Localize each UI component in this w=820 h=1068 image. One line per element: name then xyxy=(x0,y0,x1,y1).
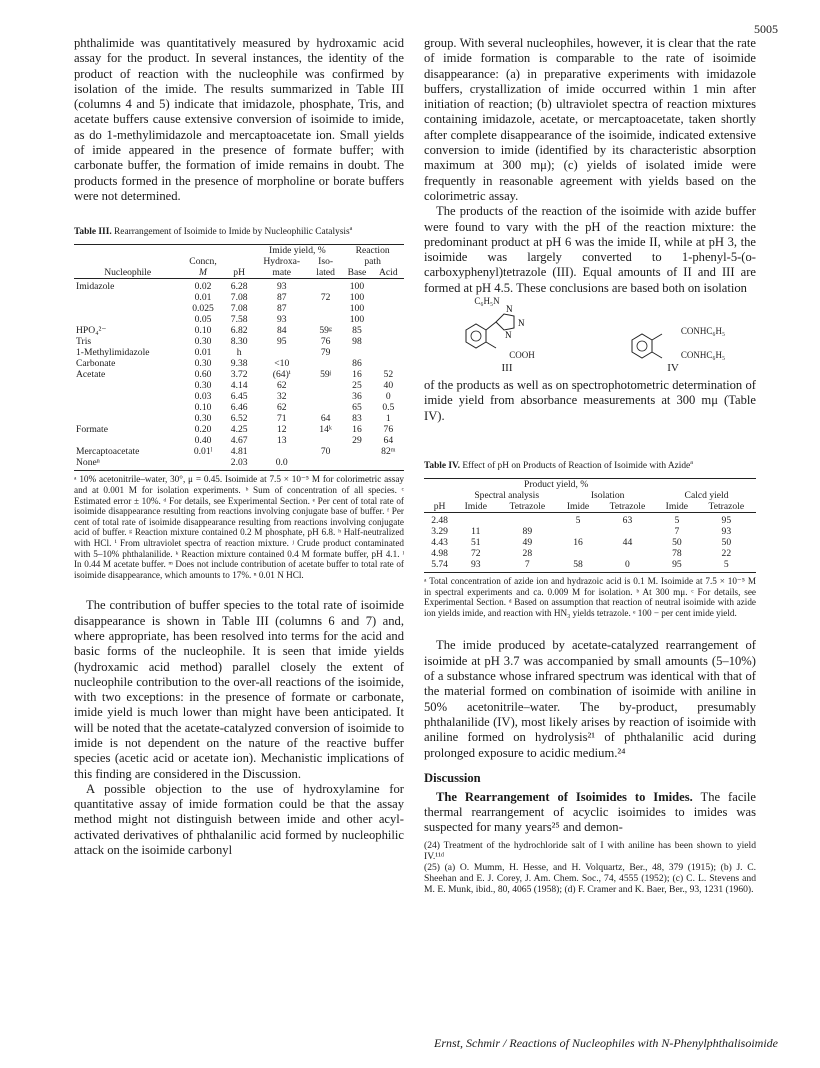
table3-cell: 4.67 xyxy=(230,435,248,447)
table4-cell: 2.48 xyxy=(431,515,448,527)
table3-cell: 98 xyxy=(352,336,362,348)
table3-cell: 12 xyxy=(276,424,287,436)
table4-cell xyxy=(598,526,657,537)
table4-cell: 7 xyxy=(496,559,558,573)
table3-cell: 0.025 xyxy=(192,303,214,315)
table3-cell xyxy=(74,413,181,424)
table3-cell: 64 xyxy=(383,435,394,447)
table4-h0-product-yield: Product yield, % xyxy=(455,479,657,491)
discussion-paragraph xyxy=(424,790,756,836)
table3-cell: 40 xyxy=(383,380,394,392)
discussion-lead: The Rearrangement of Isoimides to Imides. xyxy=(436,789,693,804)
table3-cell: 6.28 xyxy=(230,281,248,293)
table3-cell: 0.30 xyxy=(194,413,212,425)
table3-cell xyxy=(310,380,341,391)
table4-cell xyxy=(558,548,598,559)
left-paragraph-top: phthalimide was quantitatively measured by hydroxamic acid assay for the product. In several instances, the identity of the product of reaction with the nucleophile was confirmed by isolation of the imide. The results summarized in Table III (columns 4 and 5) indicate that imidazole, phosphate, Tris, and acetate buffers cause extensive conversion of isoimide to imide, as do 1-methylimidazole and mercaptoacetate ion. Small yields of imide appeared in the presence of formate buffer; with carbonate buffer, the formation of imide remains in doubt. The products formed in the presence of morpholine or borate buffers were not determined. xyxy=(74,36,404,203)
table3-row xyxy=(74,279,404,293)
right-paragraph-azide: The products of the reaction of the isoimide with azide buffer were found to vary with the pH of the reaction mixture: the predominant product at pH 6 was the imide II, while at pH 3, the isoimide was largely converted to 1-phenyl-5-(o-carboxyphenyl)tetrazole (III). Equal amounts of II and III are formed at pH 4.5. These conclusions are based both on isolation xyxy=(424,204,756,295)
table4-row xyxy=(424,526,756,537)
table3-h3-base: Base xyxy=(341,267,372,279)
table3-cell: 8.30 xyxy=(230,336,248,348)
table3-cell: 0.30 xyxy=(194,380,212,392)
table3-cell: 100 xyxy=(349,292,365,304)
table4-h2-ph: pH xyxy=(424,501,455,513)
table4-cell: 5 xyxy=(674,515,680,527)
svg-text:N: N xyxy=(506,304,513,315)
table3-row xyxy=(74,457,404,471)
structure-IV xyxy=(618,318,728,374)
table3-cell xyxy=(310,314,341,325)
left-column xyxy=(74,36,404,858)
table4-cell: 50 xyxy=(672,537,682,549)
table3-cell xyxy=(310,435,341,446)
reference-25: (25) (a) O. Mumm, H. Hesse, and H. Volquartz, Ber., 48, 379 (1915); (b) J. C. Sheehan and E. J. Corey, J. Am. Chem. Soc., 74, 4555 (1952); (c) C. L. Stevens and M. E. Munk, ibid., 80, 4065 (1958); (d) F. Cramer and K. Baer, Ber., 93, 1231 (1960). xyxy=(424,861,756,895)
table3-cell: 6.45 xyxy=(230,391,248,403)
table4-cell: 11 xyxy=(471,526,481,538)
table3-cell xyxy=(74,402,181,413)
table3-cell: 1-Methylimidazole xyxy=(76,347,150,359)
table4-cell: 63 xyxy=(622,515,633,527)
table4-h2-tetrazole-3: Tetrazole xyxy=(697,501,756,513)
table3-row xyxy=(74,347,404,358)
table3-cell: 71 xyxy=(276,413,287,425)
table3-h2-concn: Concn, xyxy=(189,256,217,268)
table4-h1-spectral: Spectral analysis xyxy=(474,490,540,502)
table3-cell: 52 xyxy=(383,369,394,381)
structure-III-cooh: COOH xyxy=(509,350,535,361)
table4-row xyxy=(424,537,756,548)
table4-cell: 22 xyxy=(721,548,732,560)
table4-cell: 78 xyxy=(672,548,682,560)
table4-h2-tetrazole-2: Tetrazole xyxy=(598,501,657,513)
right-paragraph-acetate: The imide produced by acetate-catalyzed rearrangement of isoimide at pH 3.7 was accompanied by small amounts (5–10%) of a substance whose infrared spectrum was identical with that of the material formed on combination of isoimide with aniline in 50% acetonitrile–water. The by-product, presumably phthalanilide (IV), most likely arises by reaction of isoimide with aniline formed on hydrolysis²¹ of phthalanilic acid during prolonged exposure to acidic medium.²⁴ xyxy=(424,638,756,760)
table3-cell xyxy=(341,347,372,358)
table3-h3-mate: mate xyxy=(254,267,310,279)
table3-cell xyxy=(254,347,310,358)
table3-h1-0 xyxy=(74,245,181,257)
table3-cell xyxy=(74,303,181,314)
table3-cell xyxy=(74,435,181,446)
table3-row xyxy=(74,446,404,457)
table3-cell: 25 xyxy=(352,380,362,392)
table3-cell: 6.82 xyxy=(230,325,248,337)
table3-cell: 84 xyxy=(276,325,287,337)
table3-cell: 87 xyxy=(276,292,287,304)
table3-cell: 64 xyxy=(320,413,331,425)
table3-h1-imide-yield: Imide yield, % xyxy=(254,245,342,257)
svg-text:N: N xyxy=(518,318,525,329)
table4-cell: 51 xyxy=(471,537,481,549)
table3-cell: 86 xyxy=(352,358,362,370)
table3-h3-m: M xyxy=(181,267,225,279)
left-paragraph-objection: A possible objection to the use of hydroxylamine for quantitative assay of imide formation could be that the assay method might not distinguish between imide and other acyl-activated derivatives of phthalanilic acid formed by nucleophilic attack on the isoimide carbonyl xyxy=(74,781,404,858)
table3-cell: 100 xyxy=(349,281,365,293)
table3-cell: 7.08 xyxy=(230,303,248,315)
discussion-heading: Discussion xyxy=(424,770,481,785)
table3-cell xyxy=(310,457,341,471)
table4-cell: 4.98 xyxy=(431,548,448,560)
table4-header-row-0 xyxy=(424,479,756,491)
table4-row xyxy=(424,559,756,573)
table4-row xyxy=(424,513,756,527)
table4-cell: 3.29 xyxy=(431,526,448,538)
table4-header-row-2 xyxy=(424,501,756,513)
table3-cell xyxy=(341,446,372,457)
table3-caption-mark: a xyxy=(349,226,353,233)
table3-h3-lated: lated xyxy=(310,267,341,279)
table3-cell: HPO₄²⁻ xyxy=(76,325,107,337)
table3-cell xyxy=(181,457,225,471)
table3-cell: 85 xyxy=(352,325,362,337)
table3-h1-1 xyxy=(181,245,225,257)
running-footer: Ernst, Schmir / Reactions of Nucleophiles with N-Phenylphthalisoimide xyxy=(434,1036,778,1050)
table3-caption-label: Table III. xyxy=(74,227,112,238)
table3-cell xyxy=(341,457,372,471)
table3-row xyxy=(74,435,404,446)
table3-row xyxy=(74,358,404,369)
table4-cell: 5.74 xyxy=(424,559,455,573)
structure-III xyxy=(452,296,562,375)
table4-cell xyxy=(558,526,598,537)
table3-cell: 79 xyxy=(320,347,331,359)
table3-row xyxy=(74,303,404,314)
table3-caption-text: Rearrangement of Isoimide to Imide by Nucleophilic Catalysis xyxy=(114,227,350,238)
table3-row xyxy=(74,369,404,380)
table3-cell xyxy=(254,446,310,457)
table3-cell: 29 xyxy=(352,435,362,447)
table3-h2-0 xyxy=(74,256,181,267)
table3-cell xyxy=(310,402,341,413)
table3-cell: 0.5 xyxy=(382,402,395,414)
table3-header-row-2 xyxy=(74,256,404,267)
table3-cell: 36 xyxy=(352,391,362,403)
table3-cell xyxy=(310,303,341,314)
table3-header-row-3 xyxy=(74,267,404,279)
table3-cell xyxy=(373,314,404,325)
table4-cell: 7 xyxy=(674,526,680,538)
table3-cell: 0.20 xyxy=(194,424,212,436)
table3-cell: 0.01ˡ xyxy=(193,446,213,458)
table3-cell xyxy=(373,336,404,347)
table3-row xyxy=(74,325,404,336)
table3-cell: 100 xyxy=(349,314,365,326)
table4-cell: 4.43 xyxy=(431,537,448,549)
table3-cell: Mercaptoacetate xyxy=(76,446,140,458)
table3-cell: 0.60 xyxy=(194,369,212,381)
table3-cell: 76 xyxy=(383,424,394,436)
table4-h1-isolation: Isolation xyxy=(590,490,625,502)
table3-cell: 83 xyxy=(352,413,362,425)
discussion-text: The facile thermal rearrangement of acyclic isoimides to imides was suspected for many years²⁵ and demon- xyxy=(424,789,756,835)
table4-h1-calcd: Calcd yield xyxy=(684,490,729,502)
right-paragraph-products: of the products as well as on spectrophotometric determination of imide yield from absorbance measurements at 300 mμ (Table IV). xyxy=(424,378,756,423)
table3-cell: 0.0 xyxy=(254,457,310,471)
table3-footnotes: ᵃ 10% acetonitrile–water, 30°, μ = 0.45. Isoimide at 7.5 × 10⁻⁵ M for colorimetric assay and at 0.001 M for isolation experiments. ᵇ Sum of concentration of all species. ᶜ Estimated error ± 10%. ᵈ For details, see Experimental Section. ᵉ Per cent of total rate of isoimide disappearance resulting from reactions involving conjugate base of buffer. ᶠ Per cent of total rate of isoimide disappearance resulting from reactions involving conjugate acid of buffer. ᵍ Reaction mixture contained 0.2 M phosphate, pH 6.8. ʰ Half-neutralized with HCl. ⁱ From ultraviolet spectra of reaction mixture. ʲ Crude product contaminated with 5–10% phthalanilide. ᵏ Reaction mixture contained 0.4 M formate buffer, pH 4.1. ˡ In 0.44 M acetate buffer. ᵐ Does not include contribution of acetate buffer to total rate of isoimide disappearance, which amounts to 17%. ⁿ 0.01 N HCl. xyxy=(74,474,404,580)
structure-III-drawing xyxy=(452,300,562,361)
table3-cell: 0.40 xyxy=(194,435,212,447)
table4-cell: 93 xyxy=(455,559,496,573)
table3-cell: 16 xyxy=(352,424,362,436)
chemical-structures xyxy=(424,296,756,375)
table3-h3-nucleophile: Nucleophile xyxy=(74,267,181,279)
table3-cell: 93 xyxy=(276,314,287,326)
table3-cell: <10 xyxy=(274,358,290,370)
table3-row xyxy=(74,402,404,413)
table4-h2-tetrazole-1: Tetrazole xyxy=(496,501,558,513)
table3-cell: 62 xyxy=(276,402,287,414)
table3-cell: 2.03 xyxy=(225,457,254,471)
table3-h3-ph: pH xyxy=(225,267,254,279)
table3-cell xyxy=(373,303,404,314)
table3-cell: 0.30 xyxy=(194,336,212,348)
table4-cell: 44 xyxy=(622,537,633,549)
table3-cell: 7.58 xyxy=(230,314,248,326)
table3-cell xyxy=(310,391,341,402)
table3-cell: 0.02 xyxy=(194,281,212,293)
table3-row xyxy=(74,424,404,435)
table3-cell: 0 xyxy=(385,391,391,403)
table3-cell: 0.01 xyxy=(194,292,212,304)
table3-h3-acid: Acid xyxy=(373,267,404,279)
table4-cell xyxy=(496,513,558,527)
table3-cell: 1 xyxy=(385,413,391,425)
table3-cell: 6.46 xyxy=(230,402,248,414)
table3-cell: 72 xyxy=(320,292,331,304)
table3-cell: 95 xyxy=(276,336,287,348)
table3-cell: 70 xyxy=(320,446,331,458)
structure-IV-label: IV xyxy=(667,362,679,375)
table3-cell: Tris xyxy=(76,336,92,348)
table3-cell: 62 xyxy=(276,380,287,392)
table3-cell: 76 xyxy=(320,336,331,348)
table3-cell: Imidazole xyxy=(76,281,115,293)
table3-header-row-1 xyxy=(74,245,404,257)
table4-h2-imide-1: Imide xyxy=(455,501,496,513)
table4-cell: 89 xyxy=(522,526,533,538)
table4-footnotes: ᵃ Total concentration of azide ion and hydrazoic acid is 0.1 M. Isoimide at 7.5 × 10⁻⁵ M in spectral experiments and ca. 0.009 M for isolation. ᵇ At 300 mμ. ᶜ For details, see Experimental Section. ᵈ Based on assumption that reaction of neutral isoimide with azide ion yields imide, and reaction with HN₃ yields tetrazole. ᵉ 100 − per cent imide yield. xyxy=(424,576,756,618)
table4-cell xyxy=(455,513,496,527)
table3-cell: 0.05 xyxy=(194,314,212,326)
table4-cell: 28 xyxy=(522,548,533,560)
table3-cell: 59ᵍ xyxy=(319,325,332,337)
table4-cell: 95 xyxy=(657,559,697,573)
table4-caption-label: Table IV. xyxy=(424,461,460,472)
table3-cell xyxy=(74,380,181,391)
table3-row xyxy=(74,413,404,424)
table3-cell: 6.52 xyxy=(230,413,248,425)
table3-cell: 93 xyxy=(276,281,287,293)
table3-cell: h xyxy=(236,347,242,359)
structure-III-substituent: C₆H₅N xyxy=(474,296,500,307)
table4-cell: 49 xyxy=(522,537,533,549)
table3-row xyxy=(74,292,404,303)
table4-cell: 5 xyxy=(697,559,756,573)
table3-cell xyxy=(373,457,404,471)
table3-cell: 4.14 xyxy=(230,380,248,392)
table3-row xyxy=(74,314,404,325)
table3-cell xyxy=(310,358,341,369)
structure-IV-top: CONHC₆H₅ xyxy=(680,326,726,337)
table3-cell: 3.72 xyxy=(230,369,248,381)
table4-cell: 5 xyxy=(575,515,581,527)
table4-caption xyxy=(424,458,756,472)
table4-cell: 50 xyxy=(721,537,732,549)
structure-IV-bottom: CONHC₆H₅ xyxy=(680,350,726,361)
page-number: 5005 xyxy=(754,22,778,36)
table4-cell: 0 xyxy=(598,559,657,573)
table3-cell: 59ʲ xyxy=(320,369,332,381)
table3-cell: 0.30 xyxy=(194,358,212,370)
table3 xyxy=(74,244,404,471)
table4-cell: 95 xyxy=(721,515,732,527)
table4-cell: 72 xyxy=(471,548,481,560)
table4-h1-0 xyxy=(424,490,455,501)
table3-cell xyxy=(373,292,404,303)
table3-cell xyxy=(373,347,404,358)
table3-cell: 14ᵏ xyxy=(319,424,332,436)
table3-cell: 4.81 xyxy=(230,446,248,458)
table4-cell: 16 xyxy=(573,537,583,549)
svg-text:N: N xyxy=(505,330,512,341)
table3-cell: 4.25 xyxy=(230,424,248,436)
table3-cell xyxy=(74,292,181,303)
table4-row xyxy=(424,548,756,559)
table3-cell: Carbonate xyxy=(76,358,116,370)
table4-caption-text: Effect of pH on Products of Reaction of Isoimide with Azide xyxy=(462,461,691,472)
table3-cell: 65 xyxy=(352,402,362,414)
table3-cell: 100 xyxy=(349,303,365,315)
table3-caption xyxy=(74,224,404,238)
table3-cell: 32 xyxy=(276,391,287,403)
table3-row xyxy=(74,391,404,402)
table3-h2-hydroxa: Hydroxa- xyxy=(263,256,301,268)
table4-cell: 93 xyxy=(721,526,732,538)
table3-h2-2 xyxy=(225,256,254,267)
table4-caption-mark: a xyxy=(690,459,693,466)
table3-cell: Noneⁿ xyxy=(74,457,181,471)
table3-cell xyxy=(74,314,181,325)
table3-cell: 13 xyxy=(276,435,287,447)
table3-cell: 82ᵐ xyxy=(381,446,396,458)
table3-cell: 16 xyxy=(352,369,362,381)
table3-cell: 7.08 xyxy=(230,292,248,304)
table4-h0-blank2 xyxy=(657,479,756,491)
table3-h1-reaction: Reaction xyxy=(341,245,404,257)
table3-cell xyxy=(373,279,404,293)
table3-h2-iso: Iso- xyxy=(318,256,334,268)
table3-cell: 0.03 xyxy=(194,391,212,403)
table4-h0-blank xyxy=(424,479,455,491)
table3-cell: 0.10 xyxy=(194,402,212,414)
table3-cell: 0.10 xyxy=(194,325,212,337)
table3-row xyxy=(74,336,404,347)
table3-cell: 87 xyxy=(276,303,287,315)
structure-III-label: III xyxy=(501,362,513,375)
table4-cell: 58 xyxy=(558,559,598,573)
table3-h2-path: path xyxy=(364,256,381,268)
table3-cell: (64)ⁱ xyxy=(272,369,291,381)
table3-cell xyxy=(373,358,404,369)
table3-row xyxy=(74,380,404,391)
table4-h2-imide-2: Imide xyxy=(558,501,598,513)
table4-h2-imide-3: Imide xyxy=(657,501,697,513)
table3-cell xyxy=(310,279,341,293)
table3-cell: Acetate xyxy=(76,369,106,381)
table3-cell: 0.01 xyxy=(194,347,212,359)
left-paragraph-contribution: The contribution of buffer species to the total rate of isoimide disappearance is shown in Table III (columns 6 and 7) and, where appropriate, has been resolved into terms for the acid and basic forms of the nucleophile. It is seen that imide yields (hydroxamic acid method) parallel closely the extent of nucleophile contribution to the over-all reactions of the isoimide, with two exceptions: in the presence of formate or carbonate, imide yield is much lower than might have been anticipated. It will be noted that the acetate-catalyzed conversion of isoimide to imide is not dependent on the nature of the reactive buffer species (acetic acid or acetate ion). Mechanistic implications of this finding are considered in the Discussion. xyxy=(74,598,404,781)
table4 xyxy=(424,478,756,573)
table3-cell xyxy=(373,325,404,336)
table3-cell: Formate xyxy=(76,424,108,436)
table4-header-row-1 xyxy=(424,490,756,501)
reference-24: (24) Treatment of the hydrochloride salt of I with aniline has been shown to yield IV.¹¹ᵈ xyxy=(424,839,756,862)
right-paragraph-group: group. With several nucleophiles, however, it is clear that the rate of imide formation is comparable to the rate of isoimide disappearance: (a) in preparative experiments with imidazole buffers, crystallization of imide occurred within 1 min after initiation of reaction; (b) ultraviolet spectra of reaction mixtures containing imidazole, acetate, or mercaptoacetate, taken shortly after complete disappearance of the isoimide, indicated extensive conversion to imide (identified by its characteristic absorption maximum at 300 mμ); (c) yields of isolated imide were frequently in reasonable agreement with yields based on the colorimetric assay. xyxy=(424,36,756,203)
table3-cell: 9.38 xyxy=(230,358,248,370)
table4-cell xyxy=(598,548,657,559)
table3-h1-2 xyxy=(225,245,254,257)
right-column xyxy=(424,36,756,895)
table3-cell xyxy=(74,391,181,402)
